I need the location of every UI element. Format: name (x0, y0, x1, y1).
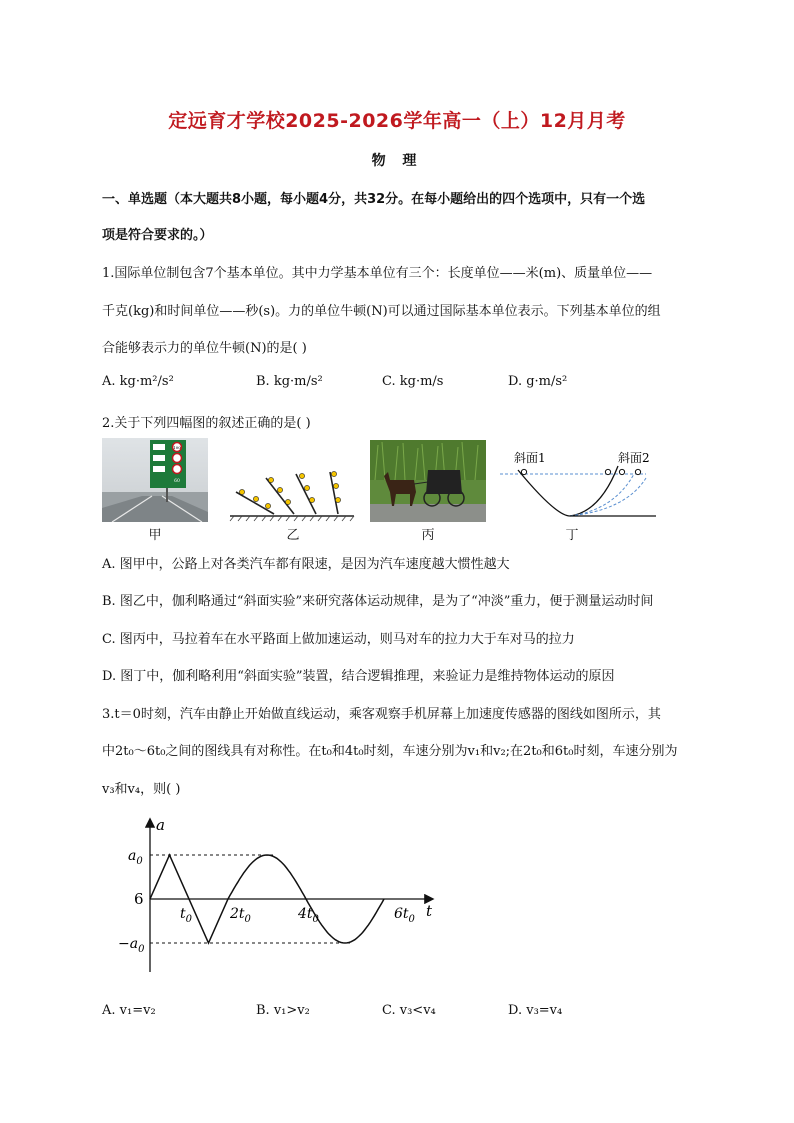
q1-option-c[interactable]: C. kg·m/s (382, 374, 444, 389)
figure-ding-two-inclines (496, 440, 664, 524)
q1-stem-line2: 千克(kg)和时间单位——秒(s)。力的单位牛顿(N)可以通过国际基本单位表示。下列基本单位的组 (102, 304, 661, 319)
caption-bing: 丙 (421, 528, 435, 543)
figure-bing-carriage (370, 440, 486, 522)
x-axis-label: t (426, 902, 433, 920)
section-heading-line1: 一、单选题（本大题共8小题，每小题4分，共32分。在每小题给出的四个选项中，只有一个选 (102, 192, 646, 207)
sign-number-60: 60 (174, 479, 180, 484)
y-axis-label: a (156, 816, 165, 834)
x-tick-2t0: $2t_0$ (230, 906, 251, 925)
y-tick-neg-a0: $-a_0$ (118, 936, 145, 955)
q3-option-a[interactable]: A. v₁=v₂ (102, 1003, 156, 1018)
q3-stem-line2: 中2t₀～6t₀之间的图线具有对称性。在t₀和4t₀时刻，车速分别为v₁和v₂;在2t₀和6t₀时刻，车速分别为 (102, 744, 678, 759)
q3-option-c[interactable]: C. v₃<v₄ (382, 1003, 436, 1018)
label-incline-2: 斜面2 (618, 451, 650, 465)
q3-option-d[interactable]: D. v₃=v₄ (508, 1003, 563, 1018)
y-tick-a0: $a_0$ (128, 848, 143, 867)
q2-option-c[interactable]: C. 图丙中，马拉着车在水平路面上做加速运动，则马对车的拉力大于车对马的拉力 (102, 632, 575, 647)
caption-ding: 丁 (565, 528, 579, 543)
q2-option-d[interactable]: D. 图丁中，伽利略利用“斜面实验”装置，结合逻辑推理，来验证力是维持物体运动的原因 (102, 669, 615, 684)
q1-option-d[interactable]: D. g·m/s² (508, 374, 568, 389)
q1-stem-line3: 合能够表示力的单位牛顿(N)的是( ) (102, 341, 307, 356)
figure-yi-inclines (226, 468, 358, 522)
q3-stem-line1: 3.t＝0时刻，汽车由静止开始做直线运动，乘客观察手机屏幕上加速度传感器的图线如图所示，其 (102, 707, 661, 722)
section-heading-line2: 项是符合要求的。） (102, 228, 213, 243)
figure-jia-highway (102, 438, 208, 522)
q1-option-a[interactable]: A. kg·m²/s² (102, 374, 174, 389)
caption-yi: 乙 (286, 528, 300, 543)
caption-jia: 甲 (148, 528, 162, 543)
y-tick-origin: 6 (134, 890, 144, 908)
exam-title: 定远育才学校2025-2026学年高一（上）12月月考 (168, 110, 626, 132)
subject-heading: 物 理 (371, 153, 423, 169)
q2-option-b[interactable]: B. 图乙中，伽利略通过“斜面实验”来研究落体运动规律，是为了“冲淡”重力，便于测量运动时间 (102, 594, 654, 609)
q1-stem-line1: 1.国际单位制包含7个基本单位。其中力学基本单位有三个：长度单位——米(m)、质量单位—— (102, 266, 653, 281)
x-tick-6t0: $6t_0$ (394, 906, 415, 925)
x-tick-4t0: $4t_0$ (298, 906, 319, 925)
q1-option-b[interactable]: B. kg·m/s² (256, 374, 323, 389)
acceleration-graph (110, 812, 450, 982)
label-incline-1: 斜面1 (514, 451, 546, 465)
x-tick-t0: $t_0$ (180, 906, 193, 925)
sign-number-100: 100 (173, 445, 181, 450)
q2-stem: 2.关于下列四幅图的叙述正确的是( ) (102, 416, 311, 431)
q3-option-b[interactable]: B. v₁>v₂ (256, 1003, 310, 1018)
q3-stem-line3: v₃和v₄，则( ) (102, 782, 181, 797)
q2-option-a[interactable]: A. 图甲中，公路上对各类汽车都有限速，是因为汽车速度越大惯性越大 (102, 557, 510, 572)
